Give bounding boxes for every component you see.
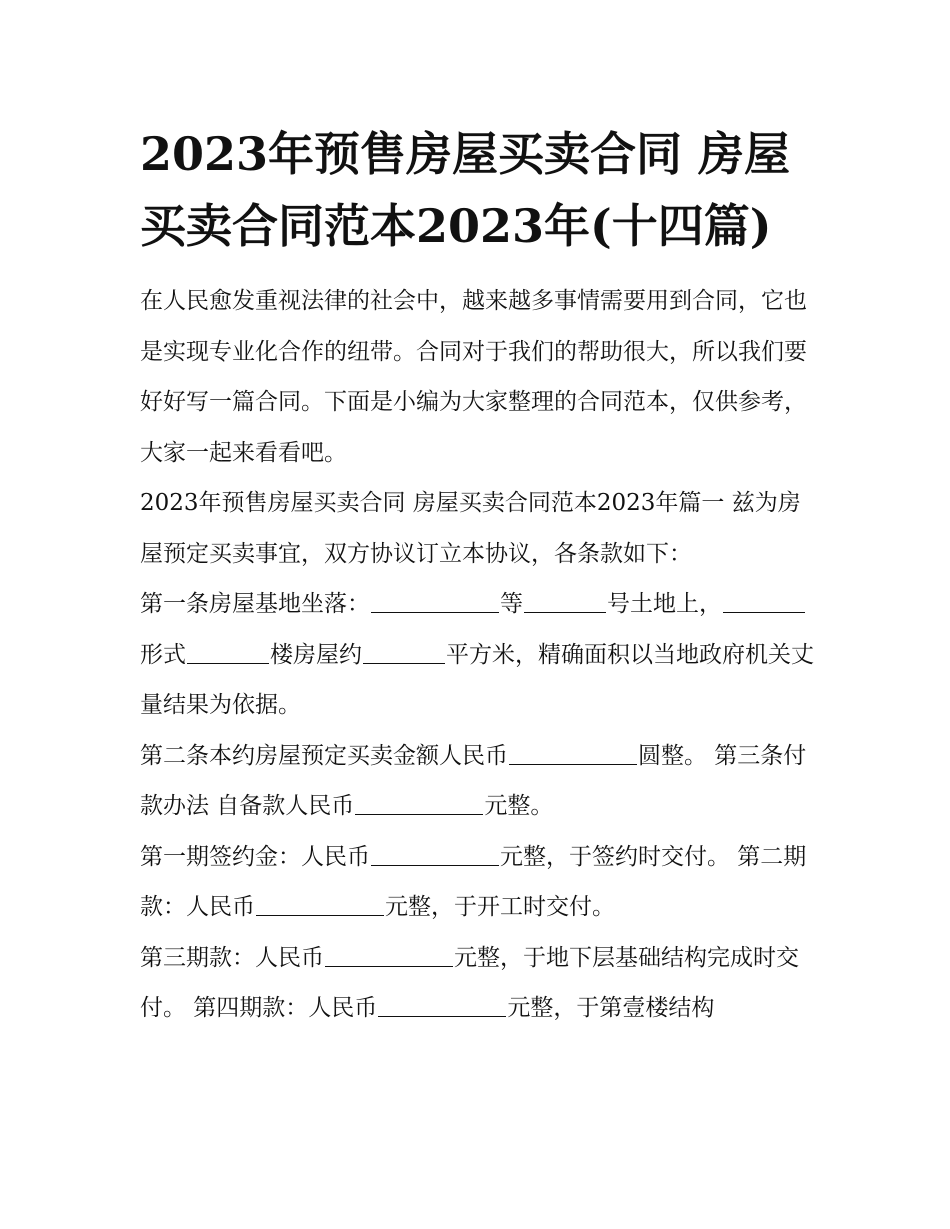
article-2-text: 圆整。 第三条付款办法 自备款人民币 <box>140 742 807 819</box>
blank-field <box>509 741 637 765</box>
article-1-text: 楼房屋约 <box>270 641 362 668</box>
payment-first-second <box>140 832 820 933</box>
payment-text: 第三期款：人民币 <box>140 944 324 971</box>
article-1 <box>140 579 820 731</box>
document-title: 2023年预售房屋买卖合同 房屋买卖合同范本2023年(十四篇) <box>140 127 791 253</box>
document-body <box>140 276 820 1034</box>
article-1-text: 第一条房屋基地坐落： <box>140 591 370 617</box>
article-2 <box>140 731 820 832</box>
blank-field <box>524 589 606 613</box>
section-heading: 2023年预售房屋买卖合同 房屋买卖合同范本2023年篇一 兹为房屋预定买卖事宜，双方协议订立本协议，各条款如下： <box>140 490 801 567</box>
article-2-text: 第二条本约房屋预定买卖金额人民币 <box>140 742 508 769</box>
blank-field <box>723 589 805 613</box>
payment-text: 元整，于签约时交付。 第二期款：人民币 <box>140 843 807 920</box>
document-page <box>140 118 820 1034</box>
blank-field <box>378 993 506 1017</box>
payment-text: 元整，于地下层基础结构完成时交付。 第四期款：人民币 <box>140 944 799 1021</box>
article-1-text: 等 <box>500 591 523 617</box>
blank-field <box>371 842 499 866</box>
article-1-text: 形式 <box>140 641 186 668</box>
payment-third-fourth <box>140 933 820 1034</box>
article-1-text: 号土地上， <box>607 591 722 617</box>
payment-text: 第一期签约金：人民币 <box>140 843 370 870</box>
blank-field <box>355 791 483 815</box>
article-1-text: 平方米，精确面积以当地政府机关丈量结果为依据。 <box>140 641 814 718</box>
blank-field <box>325 943 453 967</box>
blank-field <box>187 640 269 664</box>
payment-text: 元整，于开工时交付。 <box>385 894 615 920</box>
blank-field <box>371 589 499 613</box>
payment-text: 元整，于第壹楼结构 <box>507 995 715 1021</box>
article-2-text: 元整。 <box>484 793 554 819</box>
intro-paragraph: 在人民愈发重视法律的社会中，越来越多事情需要用到合同，它也是实现专业化合作的纽带。合同对于我们的帮助很大，所以我们要好好写一篇合同。下面是小编为大家整理的合同范本，仅供参考，大家一起来看看吧。 <box>140 288 807 466</box>
blank-field <box>363 640 445 664</box>
blank-field <box>256 892 384 916</box>
